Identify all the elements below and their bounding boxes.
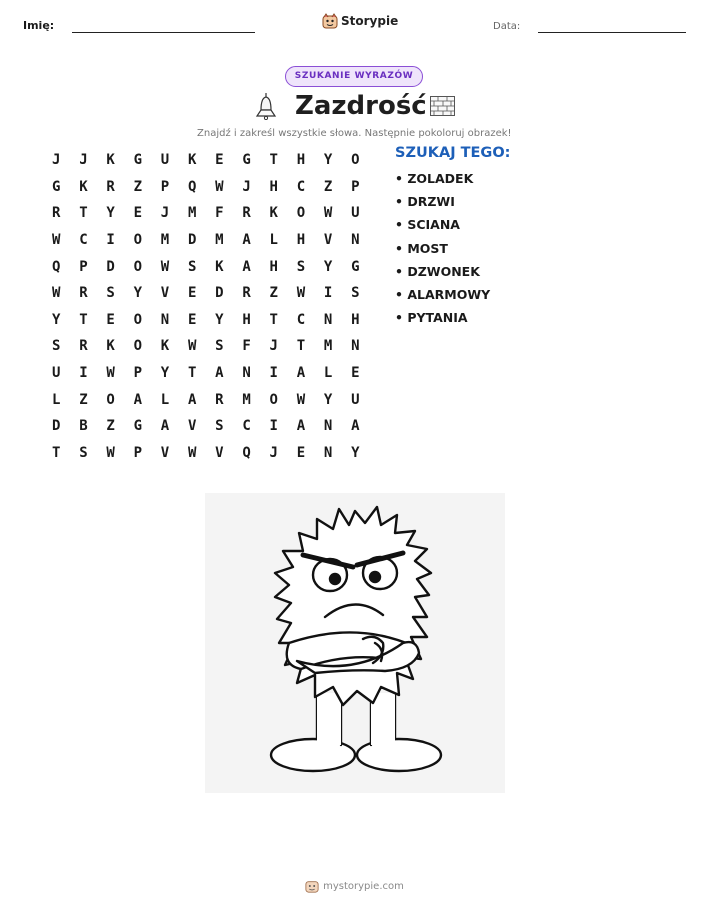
grid-letter[interactable]: W <box>296 391 306 408</box>
grid-letter[interactable]: M <box>187 205 197 222</box>
footer-url[interactable]: mystorypie.com <box>323 880 404 892</box>
grid-letter[interactable]: Y <box>52 311 61 328</box>
grid-letter[interactable]: I <box>79 365 88 382</box>
bell-icon <box>255 92 277 120</box>
grid-letter[interactable]: O <box>133 311 142 328</box>
grid-letter[interactable]: V <box>323 232 333 249</box>
grid-letter[interactable]: H <box>296 232 306 249</box>
date-label: Data: <box>493 21 521 32</box>
grid-letter[interactable]: E <box>296 444 306 461</box>
word-list-item: • PYTANIA <box>395 310 468 326</box>
grid-letter[interactable]: O <box>106 391 115 408</box>
grid-letter[interactable]: U <box>351 391 360 408</box>
grid-letter[interactable]: Z <box>269 285 278 302</box>
grid-letter[interactable]: A <box>296 418 306 435</box>
grid-letter[interactable]: G <box>133 152 142 169</box>
grid-row <box>48 307 374 334</box>
grid-row <box>48 413 374 440</box>
grid-letter[interactable]: D <box>106 258 115 275</box>
grid-letter[interactable]: L <box>323 365 333 382</box>
grid-letter[interactable]: S <box>215 338 224 355</box>
grid-letter[interactable]: J <box>269 338 278 355</box>
grid-letter[interactable]: L <box>269 232 278 249</box>
grid-letter[interactable]: T <box>269 311 278 328</box>
grid-letter[interactable]: W <box>106 365 115 382</box>
grid-row <box>48 333 374 360</box>
grid-letter[interactable]: N <box>160 311 170 328</box>
grid-letter[interactable]: K <box>106 338 115 355</box>
grid-letter[interactable]: W <box>187 338 197 355</box>
grid-letter[interactable]: P <box>133 365 142 382</box>
grid-letter[interactable]: N <box>323 444 333 461</box>
grid-letter[interactable]: G <box>52 178 61 195</box>
storypie-logo-icon <box>322 13 338 29</box>
grid-letter[interactable]: E <box>133 205 142 222</box>
grid-letter[interactable]: A <box>133 391 142 408</box>
storypie-logo-icon <box>305 879 319 893</box>
grid-letter[interactable]: I <box>323 285 333 302</box>
page-title: Zazdrość <box>295 91 427 121</box>
grid-letter[interactable]: R <box>215 391 224 408</box>
grid-letter[interactable]: S <box>79 444 88 461</box>
grid-letter[interactable]: K <box>160 338 170 355</box>
word-list <box>395 145 510 333</box>
grid-letter[interactable]: Q <box>242 444 251 461</box>
grid-letter[interactable]: Z <box>79 391 88 408</box>
grid-letter[interactable]: Y <box>160 365 170 382</box>
grid-letter[interactable]: W <box>296 285 306 302</box>
grid-letter[interactable]: H <box>296 152 306 169</box>
word-list-item: • DRZWI <box>395 194 455 210</box>
brand-name: Storypie <box>341 14 399 28</box>
name-label: Imię: <box>23 19 55 32</box>
date-field-line[interactable] <box>538 32 686 33</box>
grid-letter[interactable]: H <box>351 311 360 328</box>
grid-letter[interactable]: T <box>79 311 88 328</box>
grid-letter[interactable]: Y <box>215 311 224 328</box>
grid-letter[interactable]: T <box>187 365 197 382</box>
grid-letter[interactable]: F <box>215 205 224 222</box>
brand-logo <box>322 13 398 29</box>
grid-letter[interactable]: D <box>215 285 224 302</box>
word-list-item: • MOST <box>395 240 448 256</box>
grid-letter[interactable]: V <box>215 444 224 461</box>
grid-letter[interactable]: S <box>106 285 115 302</box>
grid-letter[interactable]: Y <box>323 391 333 408</box>
grid-letter[interactable]: H <box>269 258 278 275</box>
grid-letter[interactable]: C <box>242 418 251 435</box>
grid-row <box>48 200 374 227</box>
grid-letter[interactable]: A <box>242 232 251 249</box>
grid-letter[interactable]: S <box>52 338 61 355</box>
grid-letter[interactable]: O <box>269 391 278 408</box>
grid-letter[interactable]: R <box>79 338 88 355</box>
grid-letter[interactable]: P <box>133 444 142 461</box>
grid-letter[interactable]: A <box>160 418 170 435</box>
grid-letter[interactable]: T <box>52 444 61 461</box>
grid-letter[interactable]: B <box>79 418 88 435</box>
grid-letter[interactable]: H <box>242 311 251 328</box>
grid-letter[interactable]: R <box>106 178 115 195</box>
grid-letter[interactable]: E <box>187 311 197 328</box>
word-list-item: • ALARMOWY <box>395 286 491 302</box>
grid-letter[interactable]: A <box>187 391 197 408</box>
grid-letter[interactable]: G <box>351 258 360 275</box>
grid-letter[interactable]: Z <box>323 178 333 195</box>
grid-letter[interactable]: I <box>269 418 278 435</box>
grid-letter[interactable]: M <box>215 232 224 249</box>
grid-letter[interactable]: R <box>242 205 251 222</box>
grid-row <box>48 174 374 201</box>
grid-letter[interactable]: L <box>52 391 61 408</box>
grid-row <box>48 227 374 254</box>
grid-letter[interactable]: T <box>296 338 306 355</box>
grid-letter[interactable]: J <box>269 444 278 461</box>
grid-letter[interactable]: N <box>351 232 360 249</box>
grid-letter[interactable]: A <box>296 365 306 382</box>
footer <box>0 879 709 893</box>
coloring-illustration[interactable] <box>205 493 505 793</box>
grid-letter[interactable]: N <box>351 338 360 355</box>
grid-letter[interactable]: O <box>296 205 306 222</box>
grid-letter[interactable]: V <box>160 285 170 302</box>
grid-letter[interactable]: W <box>160 258 170 275</box>
grid-letter[interactable]: J <box>242 178 251 195</box>
grid-letter[interactable]: J <box>52 152 61 169</box>
grid-letter[interactable]: O <box>133 338 142 355</box>
grid-letter[interactable]: M <box>160 232 170 249</box>
grid-letter[interactable]: Q <box>187 178 197 195</box>
grid-letter[interactable]: Z <box>106 418 115 435</box>
grid-letter[interactable]: U <box>351 205 360 222</box>
grid-row <box>48 440 374 467</box>
grid-letter[interactable]: P <box>160 178 170 195</box>
grid-letter[interactable]: C <box>296 178 306 195</box>
grid-letter[interactable]: K <box>79 178 88 195</box>
grid-letter[interactable]: I <box>106 232 115 249</box>
grid-letter[interactable]: K <box>187 152 197 169</box>
grid-letter[interactable]: T <box>269 152 278 169</box>
grid-letter[interactable]: R <box>52 205 61 222</box>
brick-wall-icon <box>430 96 455 116</box>
grid-letter[interactable]: K <box>215 258 224 275</box>
grid-letter[interactable]: G <box>133 418 142 435</box>
grid-letter[interactable]: Y <box>133 285 142 302</box>
grid-letter[interactable]: O <box>351 152 360 169</box>
grid-letter[interactable]: P <box>351 178 360 195</box>
grid-letter[interactable]: N <box>323 418 333 435</box>
word-search-grid[interactable] <box>48 147 374 466</box>
grid-letter[interactable]: Y <box>323 152 333 169</box>
grid-letter[interactable]: R <box>242 285 251 302</box>
grid-letter[interactable]: L <box>160 391 170 408</box>
grid-letter[interactable]: Y <box>323 258 333 275</box>
grid-letter[interactable]: O <box>133 258 142 275</box>
grid-letter[interactable]: N <box>242 365 251 382</box>
grid-letter[interactable]: F <box>242 338 251 355</box>
grid-letter[interactable]: K <box>106 152 115 169</box>
grid-row <box>48 147 374 174</box>
grid-letter[interactable]: W <box>52 232 61 249</box>
grid-letter[interactable]: O <box>133 232 142 249</box>
grid-letter[interactable]: Y <box>351 444 360 461</box>
word-list-item: • SCIANA <box>395 217 460 233</box>
grid-row <box>48 253 374 280</box>
grumpy-monster-illustration <box>205 493 505 793</box>
grid-letter[interactable]: J <box>160 205 170 222</box>
grid-letter[interactable]: Y <box>106 205 115 222</box>
grid-letter[interactable]: M <box>323 338 333 355</box>
grid-letter[interactable]: D <box>187 232 197 249</box>
instructions: Znajdź i zakreśl wszystkie słowa. Następnie pokoloruj obrazek! <box>197 128 512 139</box>
grid-row <box>48 386 374 413</box>
grid-letter[interactable]: A <box>351 418 360 435</box>
grid-letter[interactable]: N <box>323 311 333 328</box>
grid-letter[interactable]: W <box>187 444 197 461</box>
grid-letter[interactable]: U <box>160 152 170 169</box>
grid-letter[interactable]: E <box>106 311 115 328</box>
grid-letter[interactable]: V <box>187 418 197 435</box>
grid-letter[interactable]: R <box>79 285 88 302</box>
word-list-item: • DZWONEK <box>395 263 480 279</box>
grid-letter[interactable]: D <box>52 418 61 435</box>
grid-letter[interactable]: S <box>187 258 197 275</box>
grid-letter[interactable]: I <box>269 365 278 382</box>
grid-letter[interactable]: S <box>296 258 306 275</box>
grid-letter[interactable]: G <box>242 152 251 169</box>
grid-row <box>48 280 374 307</box>
grid-letter[interactable]: Q <box>52 258 61 275</box>
grid-letter[interactable]: S <box>351 285 360 302</box>
word-list-item: • ZOLADEK <box>395 171 474 186</box>
grid-letter[interactable]: T <box>79 205 88 222</box>
grid-letter[interactable]: P <box>79 258 88 275</box>
name-field-line[interactable] <box>72 32 255 33</box>
activity-badge: SZUKANIE WYRAZÓW <box>285 66 423 87</box>
grid-letter[interactable]: W <box>106 444 115 461</box>
grid-letter[interactable]: W <box>52 285 61 302</box>
grid-letter[interactable]: E <box>187 285 197 302</box>
grid-letter[interactable]: K <box>269 205 278 222</box>
grid-letter[interactable]: W <box>323 205 333 222</box>
grid-row <box>48 360 374 387</box>
grid-letter[interactable]: Z <box>133 178 142 195</box>
grid-letter[interactable]: C <box>79 232 88 249</box>
grid-letter[interactable]: C <box>296 311 306 328</box>
word-list-title: SZUKAJ TEGO: <box>395 145 511 161</box>
grid-letter[interactable]: S <box>215 418 224 435</box>
grid-letter[interactable]: U <box>52 365 61 382</box>
grid-letter[interactable]: W <box>215 178 224 195</box>
grid-letter[interactable]: H <box>269 178 278 195</box>
grid-letter[interactable]: E <box>351 365 360 382</box>
grid-letter[interactable]: E <box>215 152 224 169</box>
grid-letter[interactable]: J <box>79 152 88 169</box>
grid-letter[interactable]: A <box>215 365 224 382</box>
grid-letter[interactable]: V <box>160 444 170 461</box>
grid-letter[interactable]: A <box>242 258 251 275</box>
grid-letter[interactable]: M <box>242 391 251 408</box>
